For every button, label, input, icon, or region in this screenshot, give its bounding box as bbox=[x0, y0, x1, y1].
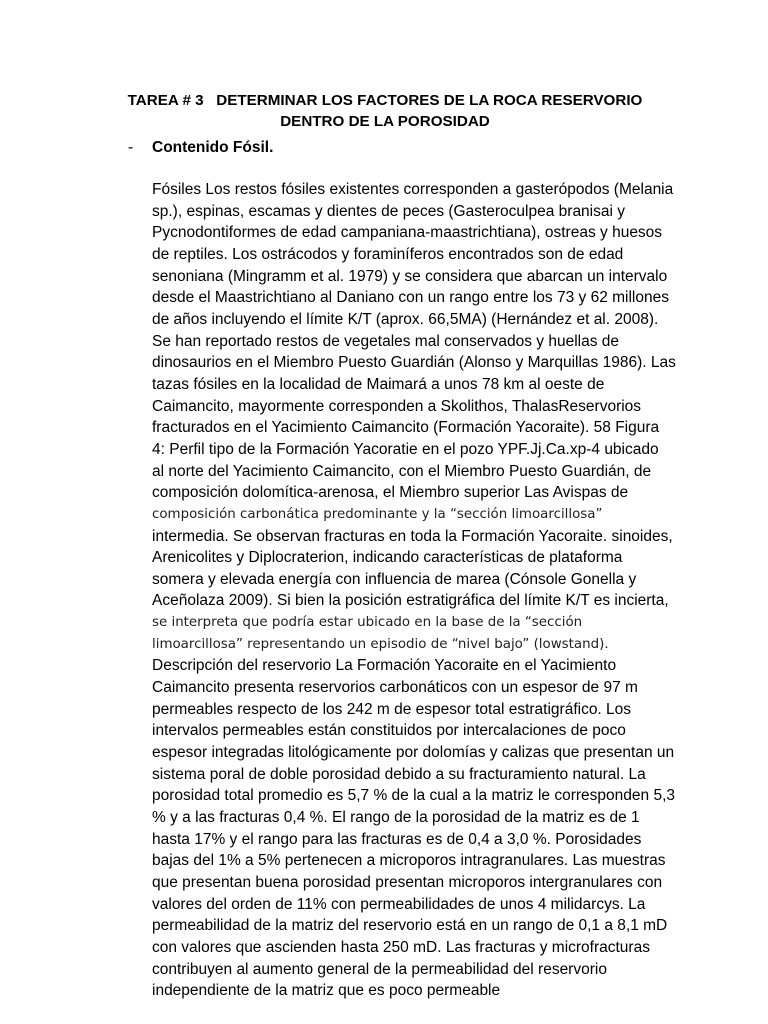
body-line: hasta 17% y el rango para las fracturas es de 0,4 a 3,0 %. Porosidades bbox=[152, 830, 642, 848]
body-line: Fósiles Los restos fósiles existentes corresponden a gasterópodos (Melania bbox=[152, 181, 674, 198]
body-line: 4: Perfil tipo de la Formación Yacoratie en el pozo YPF.Jj.Ca.xp-4 ubicado bbox=[152, 440, 659, 458]
body-line: sistema poral de doble porosidad debido a su fracturamiento natural. La bbox=[152, 765, 646, 783]
body-line: dinosaurios en el Miembro Puesto Guardián (Alonso y Marquillas 1986). Las bbox=[152, 354, 676, 372]
body-line: desde el Maastrichtiano al Daniano con un rango entre los 73 y 62 millones bbox=[152, 289, 669, 307]
body-line: intermedia. Se observan fracturas en toda la Formación Yacoraite. sinoides, bbox=[152, 527, 673, 545]
body-line: % y a las fracturas 0,4 %. El rango de la porosidad de la matriz es de 1 bbox=[152, 809, 640, 827]
body-line: permeables respecto de los 242 m de espesor total estratigráfico. Los bbox=[152, 700, 632, 718]
body-line: Caimancito presenta reservorios carbonáticos con un espesor de 97 m bbox=[152, 679, 638, 697]
body-line: Aceñolaza 2009). Si bien la posición estratigráfica del límite K/T es incierta, bbox=[152, 592, 669, 610]
title-line-1: TAREA # 3 DETERMINAR LOS FACTORES DE LA ROCA RESERVORIO bbox=[127, 92, 643, 109]
body-line: de años incluyendo el límite K/T (aprox. 66,5MA) (Hernández et al. 2008). bbox=[152, 310, 659, 328]
body-line: somera y elevada energía con influencia de marea (Cónsole Gonella y bbox=[152, 570, 637, 588]
body-line: Se han reportado restos de vegetales mal conservados y huellas de bbox=[152, 332, 620, 350]
body-line: Pycnodontiformes de edad campaniana-maastrichtiana), ostreas y huesos bbox=[152, 224, 663, 242]
body-line: Arenicolites y Diplocraterion, indicando características de plataforma bbox=[152, 549, 623, 567]
body-line: con valores que ascienden hasta 250 mD. Las fracturas y microfracturas bbox=[152, 938, 650, 956]
document-title bbox=[90, 90, 680, 132]
body-line: contribuyen al aumento general de la permeabilidad del reservorio bbox=[152, 960, 607, 978]
body-line: tazas fósiles en la localidad de Maimará a unos 78 km al oeste de bbox=[152, 375, 605, 393]
title-line-2: DENTRO DE LA POROSIDAD bbox=[280, 113, 490, 130]
body-line: bajas del 1% a 5% pertenecen a microporos intragranulares. Las muestras bbox=[152, 852, 666, 870]
body-line: composición dolomítica-arenosa, el Miembro superior Las Avispas de bbox=[152, 484, 629, 502]
body-line: Caimancito, mayormente corresponden a Skolithos, ThalasReservorios bbox=[152, 397, 642, 415]
body-line: de reptiles. Los ostrácodos y foraminíferos encontrados son de edad bbox=[152, 245, 624, 263]
body-line: limoarcillosa” representando un episodio de “nivel bajo” (lowstand). bbox=[152, 636, 609, 652]
body-line: porosidad total promedio es 5,7 % de la cual a la matriz le corresponden 5,3 bbox=[152, 787, 675, 805]
section-heading: Contenido Fósil. bbox=[152, 139, 274, 156]
body-line: composición carbonática predominante y la “sección limoarcillosa” bbox=[152, 506, 603, 522]
body-line: fracturados en el Yacimiento Caimancito (Formación Yacoraite). 58 Figura bbox=[152, 419, 660, 437]
body-line: independiente de la matriz que es poco permeable bbox=[152, 982, 501, 1000]
body-line: intervalos permeables están constituidos por intercalaciones de poco bbox=[152, 722, 626, 740]
body-line: se interpreta que podría estar ubicado en la base de la “sección bbox=[152, 615, 583, 631]
body-line: permeabilidad de la matriz del reservorio está en un rango de 0,1 a 8,1 mD bbox=[152, 917, 668, 935]
body-line: sp.), espinas, escamas y dientes de peces (Gasteroculpea branisai y bbox=[152, 202, 625, 220]
body-line: senoniana (Mingramm et al. 1979) y se considera que abarcan un intervalo bbox=[152, 267, 668, 285]
bullet-dash: - bbox=[128, 139, 134, 156]
body-line: al norte del Yacimiento Caimancito, con el Miembro Puesto Guardián, de bbox=[152, 462, 652, 480]
body-line: valores del orden de 11% con permeabilidades de unos 4 milidarcys. La bbox=[152, 895, 646, 913]
body-line: Descripción del reservorio La Formación Yacoraite en el Yacimiento bbox=[152, 657, 617, 675]
body-text bbox=[152, 179, 692, 1002]
body-line: espesor integradas litológicamente por dolomías y calizas que presentan un bbox=[152, 744, 675, 762]
body-line: que presentan buena porosidad presentan microporos intergranulares con bbox=[152, 874, 663, 891]
